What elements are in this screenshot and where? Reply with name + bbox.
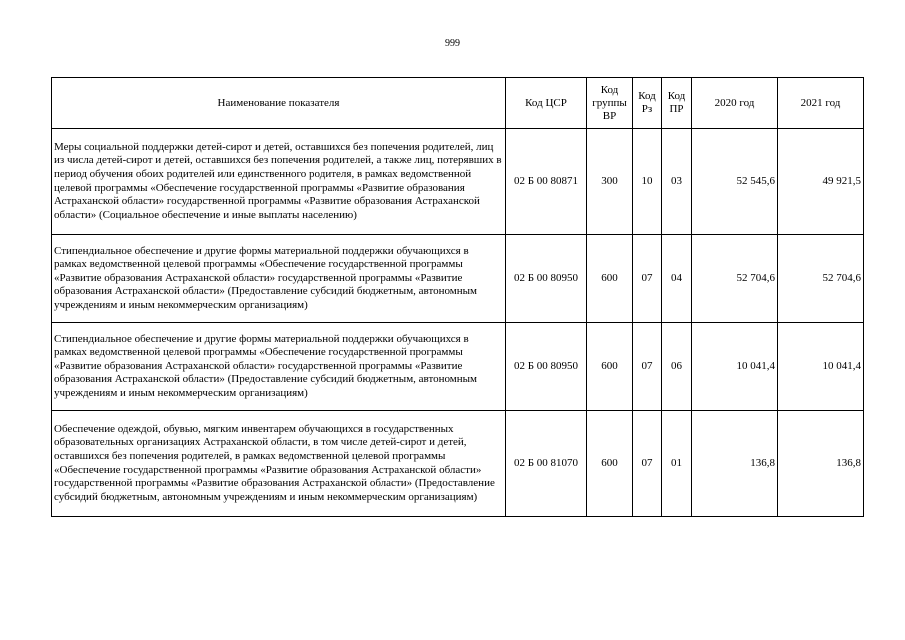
header-rz: Код Рз <box>633 78 662 129</box>
cell-rz: 10 <box>633 129 662 235</box>
header-name: Наименование показателя <box>52 78 506 129</box>
table-row <box>52 129 864 235</box>
cell-2021: 136,8 <box>778 411 864 517</box>
cell-name: Стипендиальное обеспечение и другие формы материальной поддержки обучающихся в рамках ведомственной целевой программы «Обеспечение государственной программы «Развитие образования Астраханской области» государственной программы «Развитие образования Астраханской области» (Предоставление субсидий бюджетным, автономным учреждениям и иным некоммерческим организациям) <box>52 235 506 323</box>
header-vr: Код группы ВР <box>587 78 633 129</box>
header-csr: Код ЦСР <box>506 78 587 129</box>
cell-2020: 52 704,6 <box>692 235 778 323</box>
cell-2021: 49 921,5 <box>778 129 864 235</box>
cell-name: Обеспечение одеждой, обувью, мягким инвентарем обучающихся в государственных образовательных организациях Астраханской области, в том числе детей-сирот и детей, оставшихся без попечения родителей, в рамках ведомственной целевой программы «Обеспечение государственной программы «Развитие образования Астраханской области» государственной программы «Развитие образования Астраханской области» (Предоставление субсидий бюджетным, автономным учреждениям и иным некоммерческим организациям) <box>52 411 506 517</box>
header-pr: Код ПР <box>662 78 692 129</box>
table-row <box>52 235 864 323</box>
cell-rz: 07 <box>633 235 662 323</box>
cell-pr: 03 <box>662 129 692 235</box>
header-2021: 2021 год <box>778 78 864 129</box>
cell-2020: 52 545,6 <box>692 129 778 235</box>
cell-vr: 600 <box>587 323 633 411</box>
cell-2021: 10 041,4 <box>778 323 864 411</box>
cell-pr: 01 <box>662 411 692 517</box>
cell-name: Стипендиальное обеспечение и другие формы материальной поддержки обучающихся в рамках ведомственной целевой программы «Обеспечение государственной программы «Развитие образования Астраханской области» государственной программы «Развитие образования Астраханской области» (Предоставление субсидий бюджетным, автономным учреждениям и иным некоммерческим организациям) <box>52 323 506 411</box>
cell-csr: 02 Б 00 80950 <box>506 235 587 323</box>
cell-vr: 600 <box>587 235 633 323</box>
cell-csr: 02 Б 00 81070 <box>506 411 587 517</box>
page-number: 999 <box>445 38 460 49</box>
cell-2020: 10 041,4 <box>692 323 778 411</box>
table-row <box>52 411 864 517</box>
table-body <box>52 129 864 517</box>
header-row <box>52 78 864 129</box>
cell-2021: 52 704,6 <box>778 235 864 323</box>
table-row <box>52 323 864 411</box>
cell-csr: 02 Б 00 80871 <box>506 129 587 235</box>
cell-vr: 300 <box>587 129 633 235</box>
budget-table <box>51 77 864 517</box>
cell-csr: 02 Б 00 80950 <box>506 323 587 411</box>
cell-name: Меры социальной поддержки детей-сирот и детей, оставшихся без попечения родителей, лиц из числа детей-сирот и детей, оставшихся без попечения родителей, а также лиц, потерявших в период обучения обоих родителей или единственного родителя, в рамках ведомственной целевой программы «Обеспечение государственной программы «Развитие образования Астраханской области» государственной программы «Развитие образования Астраханской области» (Социальное обеспечение и иные выплаты населению) <box>52 129 506 235</box>
cell-vr: 600 <box>587 411 633 517</box>
table-header <box>52 78 864 129</box>
cell-pr: 04 <box>662 235 692 323</box>
cell-rz: 07 <box>633 323 662 411</box>
cell-pr: 06 <box>662 323 692 411</box>
header-2020: 2020 год <box>692 78 778 129</box>
cell-rz: 07 <box>633 411 662 517</box>
cell-2020: 136,8 <box>692 411 778 517</box>
